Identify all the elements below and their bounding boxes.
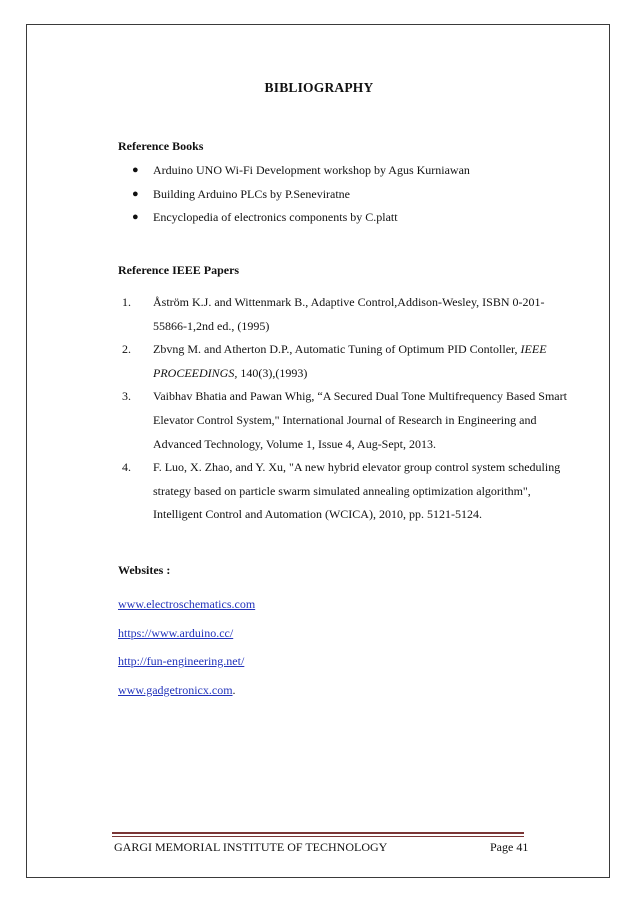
list-item [118,210,470,234]
paper-text: Åström K.J. and Wittenmark B., Adaptive Control,Addison-Wesley, ISBN 0-201-55866-1,2nd ed., (1995) [153,295,545,333]
reference-books-list [118,163,470,234]
list-item [118,291,568,338]
reference-ieee-list [118,291,568,527]
list-item [118,456,568,527]
link-suffix: . [232,682,236,697]
footer-rule-thin [112,836,524,837]
paper-text: Zbvng M. and Atherton D.P., Automatic Tuning of Optimum PID Contoller, [153,342,521,357]
website-link[interactable]: https://www.arduino.cc/ [118,625,234,640]
book-text: Encyclopedia of electronics components by C.platt [153,210,398,224]
bullet-icon: ● [132,164,139,176]
item-number: 3. [122,389,131,404]
footer-rule [112,832,524,834]
list-item [118,187,470,211]
website-row [118,647,255,676]
websites-list [118,590,255,704]
website-link[interactable]: www.gadgetronicx.com [118,682,233,697]
item-number: 1. [122,295,131,309]
bullet-icon: ● [132,211,139,223]
reference-ieee-heading: Reference IEEE Papers [118,263,240,277]
website-row [118,590,255,619]
websites-heading: Websites : [118,563,171,577]
journal-title: IEEE PROCEEDINGS, [153,342,547,380]
footer-page-number: Page 41 [490,840,529,854]
list-item [118,385,568,456]
website-row [118,676,255,705]
book-text: Arduino UNO Wi-Fi Development workshop by Agus Kurniawan [153,163,470,177]
website-row [118,619,255,648]
footer-institute: GARGI MEMORIAL INSTITUTE OF TECHNOLOGY [114,840,388,854]
paper-text-tail: 140(3),(1993) [237,365,308,380]
item-number: 4. [122,460,131,475]
bullet-icon: ● [132,187,139,200]
paper-text: F. Luo, X. Zhao, and Y. Xu, "A new hybrid elevator group control system scheduling strategy based on particle swarm simulated annealing optimization algorithm", Intelligent Control and Automation (WCICA), 2010, pp. 5121-5124. [153,460,561,522]
paper-text: Vaibhav Bhatia and Pawan Whig, “A Secured Dual Tone Multifrequency Based Smart Elevator Control System," International Journal of Research in Engineering and Advanced Technology, Volume 1, Issue 4, Aug-Sept, 2013. [153,389,567,451]
reference-books-heading: Reference Books [118,139,204,153]
page-title: BIBLIOGRAPHY [264,80,374,95]
website-link[interactable]: http://fun-engineering.net/ [118,654,245,668]
list-item [118,163,470,187]
item-number: 2. [122,342,131,357]
book-text: Building Arduino PLCs by P.Seneviratne [153,186,351,201]
list-item [118,338,568,385]
website-link[interactable]: www.electroschematics.com [118,597,256,611]
